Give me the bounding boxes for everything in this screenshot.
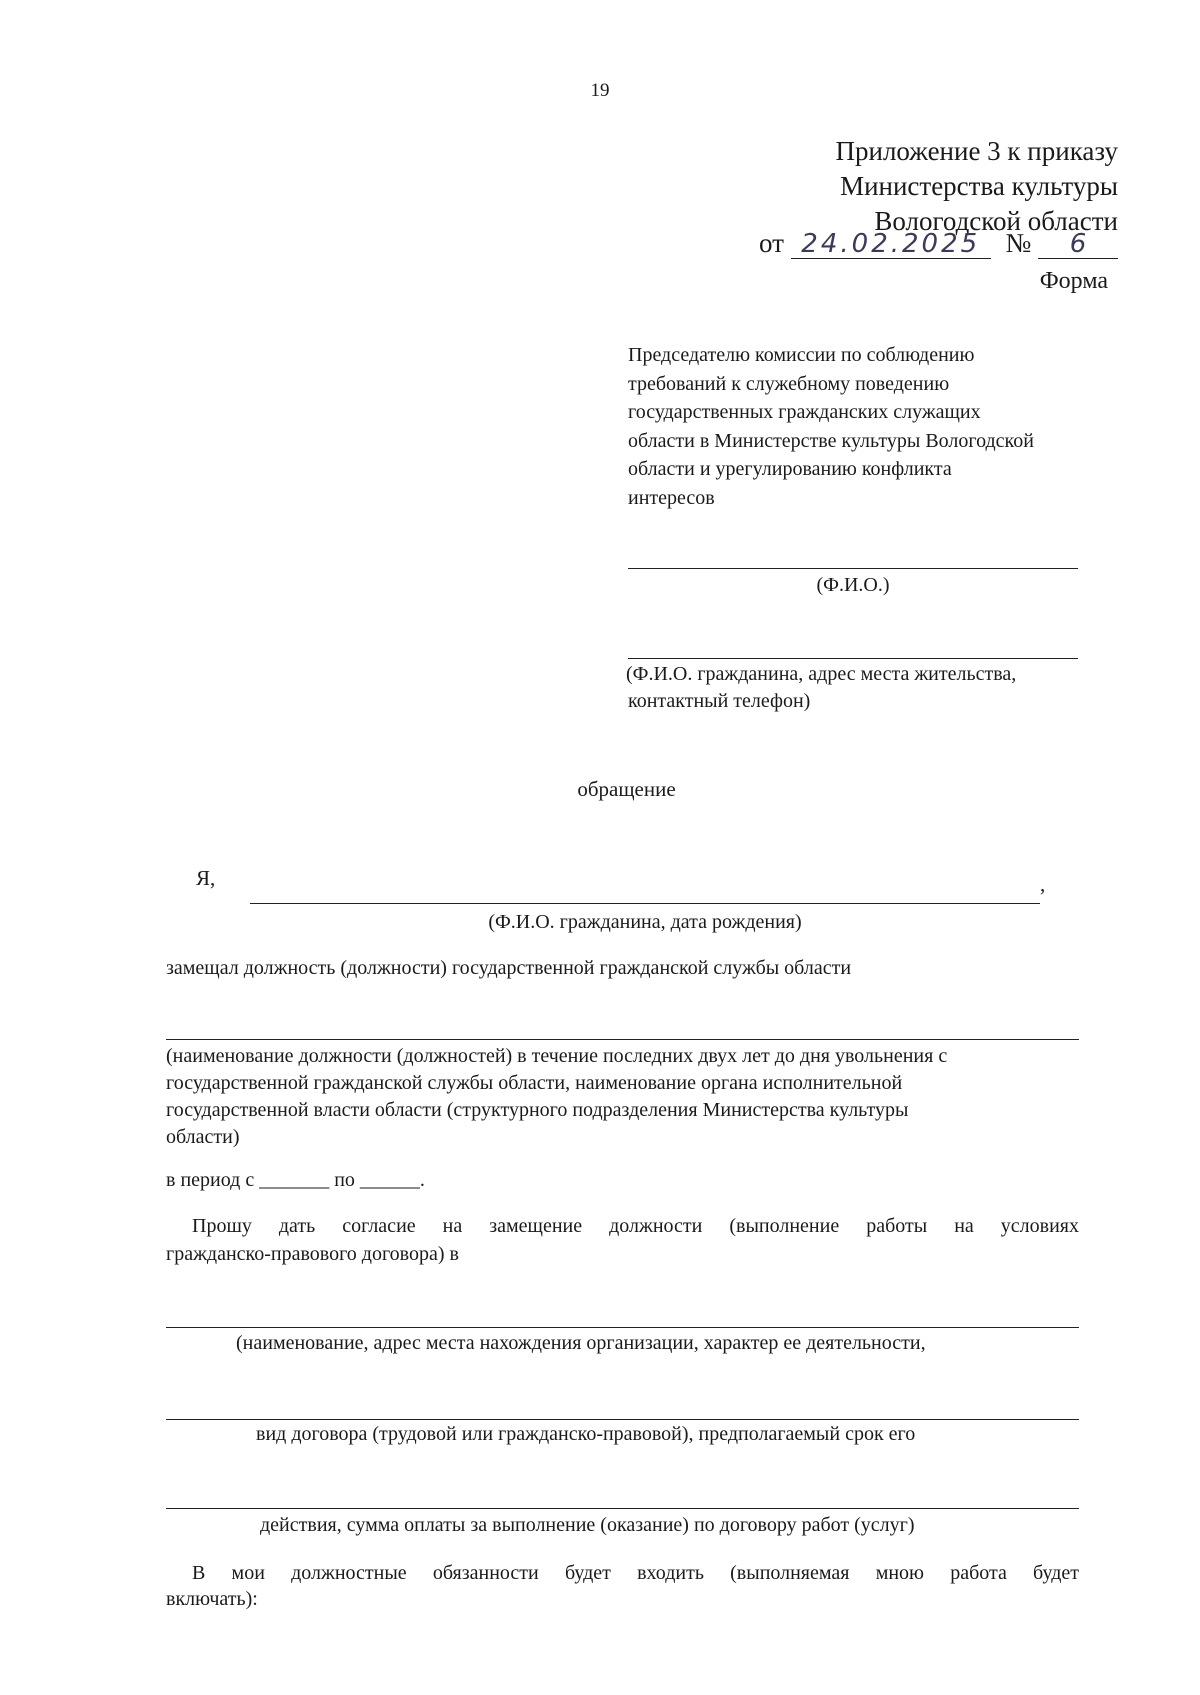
addressee-line: государственных гражданских служащих [628,401,981,423]
position-caption-line: государственной гражданской службы области, наименование органа исполнительной [166,1072,903,1094]
addressee-line: Председателю комиссии по соблюдению [628,344,975,366]
duties-line1: В мои должностные обязанности будет входить (выполняемая мною работа будет [192,1562,1079,1584]
position-caption [166,1043,1079,1151]
citizen-caption-line2: контактный телефон) [628,690,811,712]
handwritten-number: 6 [1038,230,1118,259]
held-position-text: замещал должность (должности) государственной гражданской службы области [166,957,852,979]
request-line2: гражданско-правового договора) в [166,1243,459,1265]
appendix-header [836,134,1118,239]
payment-caption: действия, сумма оплаты за выполнение (оказание) по договору работ (услуг) [260,1514,915,1536]
citizen-name-fill-line [250,903,1040,904]
contract-fill-line [166,1419,1079,1420]
position-fill-line [166,1039,1079,1040]
form-label: Форма [1039,268,1108,294]
ya-label: Я, [196,866,216,890]
handwritten-date: 24.02.2025 [791,230,991,259]
number-sign: № [1005,228,1032,258]
date-prefix: от [759,228,784,258]
fio-caption: (Ф.И.О.) [816,574,890,596]
position-caption-line: (наименование должности (должностей) в течение последних двух лет до дня увольнения с [166,1045,948,1067]
order-date-line [759,228,1118,259]
ya-comma: , [1040,872,1046,896]
citizen-fill-line [628,658,1078,659]
region-name: Вологодской области [874,206,1118,236]
duties-line2: включать): [166,1588,258,1610]
organization-fill-line [166,1327,1079,1328]
request-line1: Прошу дать согласие на замещение должности (выполнение работы на условиях [192,1215,1079,1237]
contract-caption: вид договора (трудовой или гражданско-правовой), предполагаемый срок его [256,1423,916,1445]
ministry-name: Министерства культуры [840,171,1118,201]
appendix-title: Приложение 3 к приказу [835,136,1118,166]
addressee-line: области и урегулированию конфликта [628,458,952,480]
citizen-name-caption: (Ф.И.О. гражданина, дата рождения) [488,911,802,933]
addressee-line: области в Министерстве культуры Вологодской [628,429,1034,452]
payment-fill-line [166,1508,1079,1509]
addressee-block [628,341,1098,512]
organization-caption: (наименование, адрес места нахождения организации, характер ее деятельности, [236,1332,926,1354]
period-text: в период с _______ по ______. [166,1169,425,1191]
addressee-line: интересов [628,486,715,509]
position-caption-line: государственной власти области (структурного подразделения Министерства культуры [166,1099,909,1121]
fio-fill-line [628,568,1078,569]
position-caption-line: области) [166,1126,240,1148]
citizen-caption-line1: (Ф.И.О. гражданина, адрес места жительства, [626,663,1017,685]
page-number: 19 [590,80,610,101]
addressee-line: требований к служебному поведению [628,372,950,395]
document-title: обращение [577,777,676,801]
